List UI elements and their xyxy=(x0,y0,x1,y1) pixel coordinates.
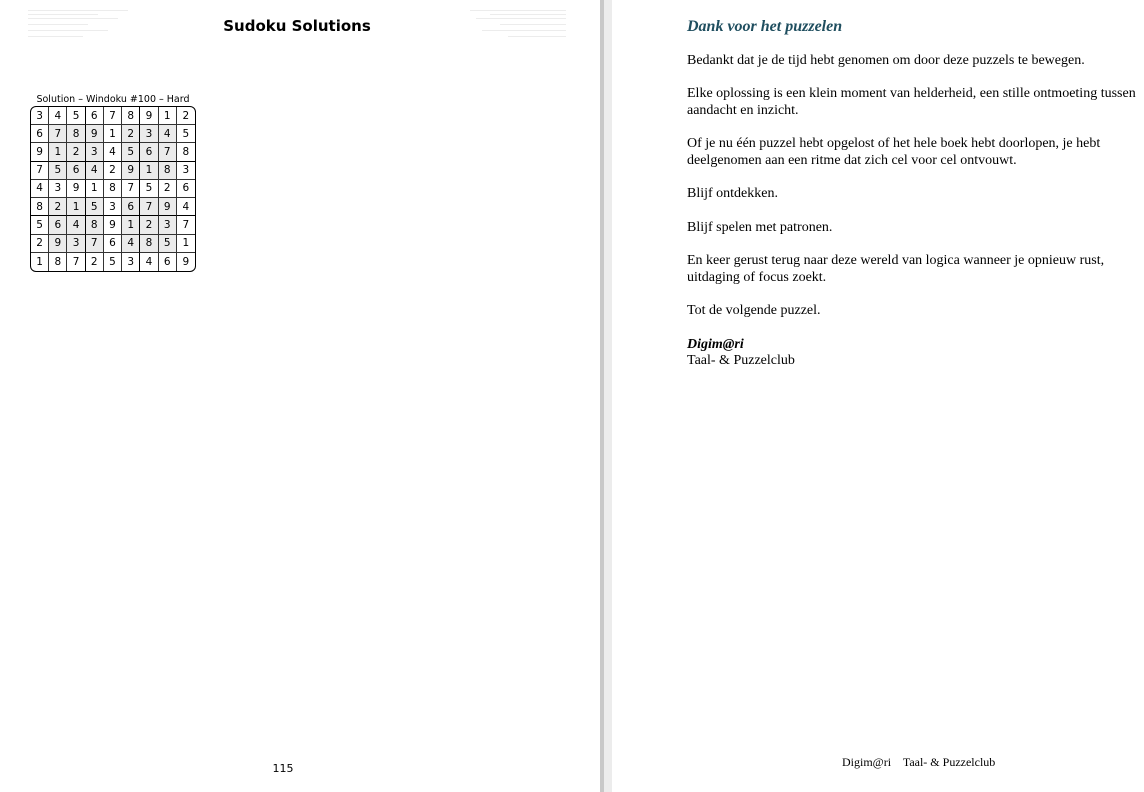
grid-cell: 6 xyxy=(86,107,104,125)
grid-cell: 7 xyxy=(104,107,122,125)
grid-cell: 6 xyxy=(49,216,67,234)
book-gutter-shadow xyxy=(604,0,612,792)
grid-cell: 1 xyxy=(140,162,158,180)
thank-you-text xyxy=(687,18,1144,387)
paragraph xyxy=(687,303,1144,320)
grid-cell: 1 xyxy=(31,253,49,271)
grid-cell: 4 xyxy=(49,107,67,125)
grid-cell: 5 xyxy=(67,107,85,125)
paragraph-line: Blijf ontdekken. xyxy=(687,186,778,201)
grid-cell: 6 xyxy=(177,180,195,198)
grid-cell: 8 xyxy=(159,162,177,180)
grid-cell: 6 xyxy=(159,253,177,271)
grid-cell: 8 xyxy=(31,198,49,216)
right-page xyxy=(612,0,1144,792)
grid-cell: 2 xyxy=(122,125,140,143)
paragraph-line: aandacht en inzicht. xyxy=(687,102,799,118)
paragraph-line: uitdaging of focus zoekt. xyxy=(687,269,827,285)
grid-cell: 7 xyxy=(159,143,177,161)
paragraph-line: Blijf spelen met patronen. xyxy=(687,219,833,235)
grid-cell: 2 xyxy=(159,180,177,198)
signature-name: Digim@ri xyxy=(687,336,744,352)
grid-cell: 2 xyxy=(67,143,85,161)
paragraph xyxy=(687,220,1144,237)
section-title: Dank voor het puzzelen xyxy=(687,18,843,35)
grid-cell: 6 xyxy=(67,162,85,180)
grid-cell: 7 xyxy=(67,253,85,271)
grid-cell: 2 xyxy=(140,216,158,234)
signature-organization: Taal- & Puzzelclub xyxy=(687,353,795,368)
grid-cell: 2 xyxy=(104,162,122,180)
paragraph xyxy=(687,86,1144,119)
grid-caption: Solution – Windoku #100 – Hard xyxy=(36,94,190,105)
grid-cell: 8 xyxy=(177,143,195,161)
grid-cell: 9 xyxy=(182,255,190,268)
paragraph-line: Of je nu één puzzel hebt opgelost of het hele boek hebt doorlopen, je hebt xyxy=(687,136,1101,151)
sudoku-solution-grid xyxy=(30,106,196,272)
page-title: Sudoku Solutions xyxy=(223,17,371,35)
grid-cell: 7 xyxy=(177,216,195,234)
grid-cell: 6 xyxy=(104,235,122,253)
grid-cell: 8 xyxy=(140,235,158,253)
grid-cell: 2 xyxy=(86,253,104,271)
paragraph xyxy=(687,186,1144,203)
grid-cell: 5 xyxy=(49,162,67,180)
page-number: 115 xyxy=(272,762,294,775)
grid-cell: 9 xyxy=(122,162,140,180)
grid-cell: 7 xyxy=(49,125,67,143)
grid-cell: 8 xyxy=(86,216,104,234)
page-footer: Digim@ri Taal- & Puzzelclub xyxy=(842,755,996,769)
grid-cell: 3 xyxy=(67,235,85,253)
grid-cell: 4 xyxy=(177,198,195,216)
grid-cell: 2 xyxy=(31,235,49,253)
grid-cell: 5 xyxy=(31,216,49,234)
paragraph-line: En keer gerust terug naar deze wereld van logica wanneer je opnieuw rust, xyxy=(687,253,1105,268)
grid-cell: 3 xyxy=(86,143,104,161)
grid-cell: 7 xyxy=(140,198,158,216)
paragraph-line: Elke oplossing is een klein moment van helderheid, een stille ontmoeting tussen xyxy=(687,86,1136,101)
grid-cell: 8 xyxy=(49,253,67,271)
grid-cell: 9 xyxy=(67,180,85,198)
grid-cell: 5 xyxy=(177,125,195,143)
paragraph-line: Bedankt dat je de tijd hebt genomen om door deze puzzels te bewegen. xyxy=(687,52,1085,68)
grid-cell: 4 xyxy=(86,162,104,180)
grid-cell: 3 xyxy=(49,180,67,198)
grid-cell: 3 xyxy=(104,198,122,216)
grid-cell: 1 xyxy=(122,216,140,234)
grid-cell: 9 xyxy=(86,125,104,143)
signature xyxy=(687,337,1144,370)
grid-cell: 5 xyxy=(104,253,122,271)
grid-cell: 6 xyxy=(122,198,140,216)
grid-cell: 5 xyxy=(140,180,158,198)
grid-cell: 7 xyxy=(31,162,49,180)
grid-cell: 1 xyxy=(49,143,67,161)
grid-cell: 4 xyxy=(159,125,177,143)
paragraph-line: Tot de volgende puzzel. xyxy=(687,303,821,318)
grid-cell: 4 xyxy=(140,253,158,271)
paragraph xyxy=(687,136,1144,169)
grid-cell: 4 xyxy=(67,216,85,234)
paragraph-line: deelgenomen aan een ritme dat zich cel voor cel ontvouwt. xyxy=(687,152,1017,168)
grid-cell: 4 xyxy=(104,143,122,161)
paragraph xyxy=(687,53,1144,70)
grid-cell: 9 xyxy=(159,198,177,216)
paragraph xyxy=(687,253,1144,286)
grid-cell: 1 xyxy=(159,107,177,125)
grid-cell: 6 xyxy=(140,143,158,161)
grid-cell: 1 xyxy=(86,180,104,198)
grid-cell: 1 xyxy=(67,198,85,216)
grid-cell: 9 xyxy=(49,235,67,253)
grid-cell: 9 xyxy=(31,143,49,161)
grid-cell: 8 xyxy=(67,125,85,143)
grid-cell: 3 xyxy=(177,162,195,180)
grid-cell: 5 xyxy=(86,198,104,216)
grid-cell: 4 xyxy=(122,235,140,253)
grid-cell: 7 xyxy=(86,235,104,253)
grid-cell: 1 xyxy=(104,125,122,143)
grid-cell: 5 xyxy=(159,235,177,253)
grid-cell: 7 xyxy=(122,180,140,198)
grid-cell: 1 xyxy=(177,235,195,253)
grid-cell: 2 xyxy=(177,107,195,125)
grid-cell: 8 xyxy=(104,180,122,198)
grid-cell: 8 xyxy=(122,107,140,125)
grid-cell: 3 xyxy=(159,216,177,234)
grid-cell: 5 xyxy=(122,143,140,161)
grid-cell: 3 xyxy=(31,107,49,125)
grid-cell: 9 xyxy=(140,107,158,125)
grid-cell: 3 xyxy=(122,253,140,271)
grid-cell: 4 xyxy=(31,180,49,198)
grid-cell: 2 xyxy=(49,198,67,216)
grid-cell: 6 xyxy=(31,125,49,143)
grid-cell: 3 xyxy=(140,125,158,143)
paragraph-list xyxy=(687,53,1144,320)
grid-cell: 9 xyxy=(104,216,122,234)
